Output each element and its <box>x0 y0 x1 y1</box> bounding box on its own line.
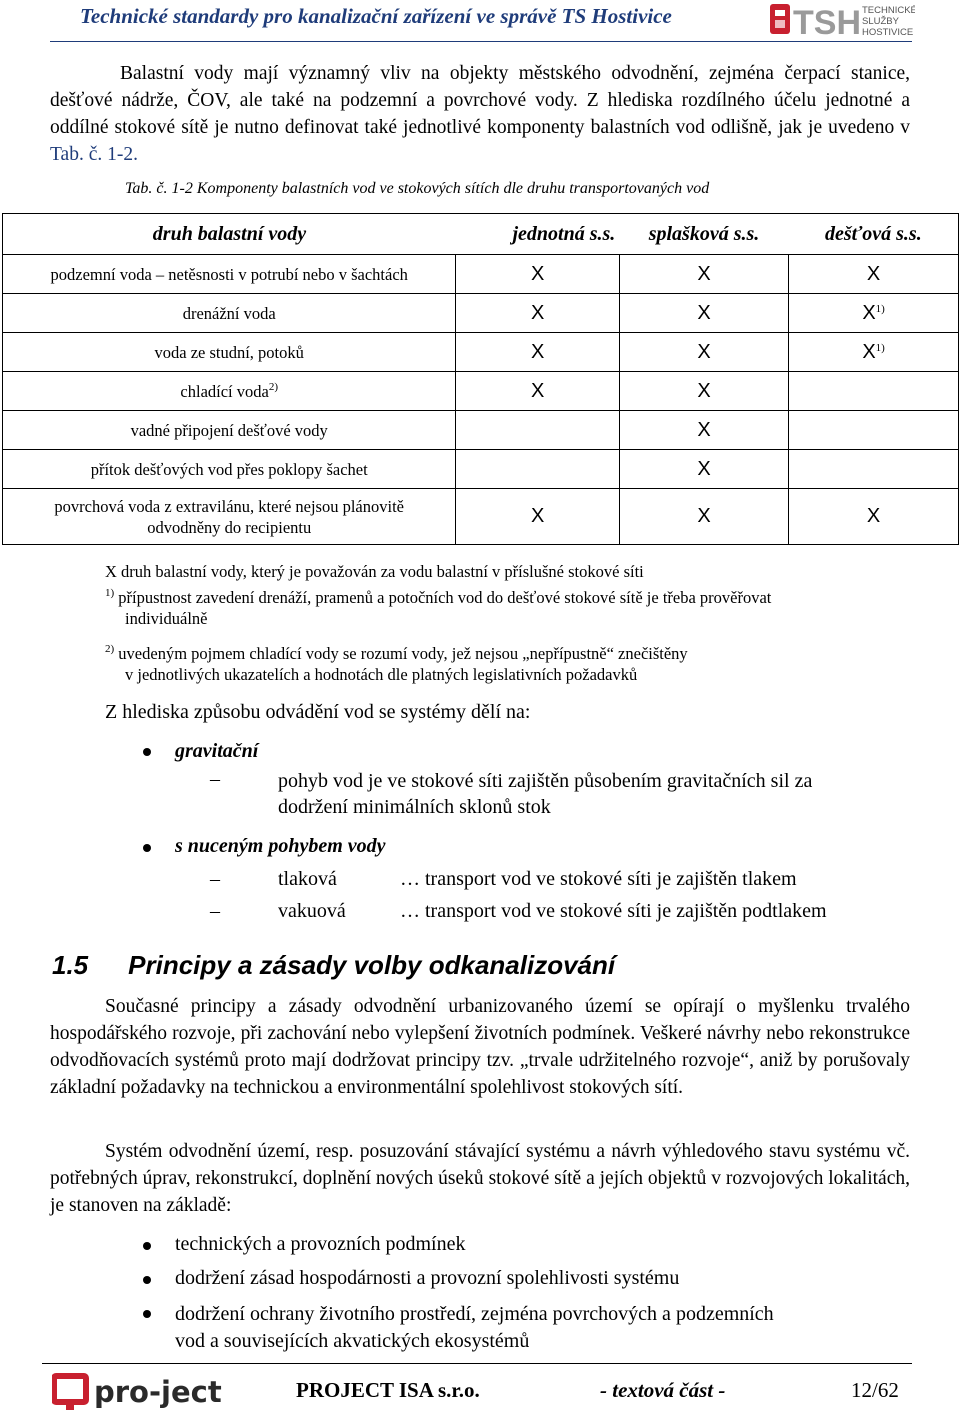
list-item: dodržení zásad hospodárnosti a provozní spolehlivosti systému <box>175 1267 680 1289</box>
forced-title: s nuceným pohybem vody <box>175 835 386 857</box>
cell-combined: X <box>456 372 619 411</box>
cell-sanitary: X <box>619 255 788 294</box>
cell-combined: X <box>456 333 619 372</box>
table-row <box>3 294 959 333</box>
table-row <box>3 255 959 294</box>
cell-storm: X <box>789 255 959 294</box>
intro-paragraph: Balastní vody mají významný vliv na objekty městského odvodnění, zejména čerpací stanice, dešťové nádrže, ČOV, ale také na podzemní a povrchové vody. Z hlediska rozdílného účelu jednotné a oddílné stokové sítě je nutno definovat také jednotlivé komponenty balastních vod odlišně, jak je uvedeno v Tab. č. 1-2. <box>50 63 910 165</box>
cell-storm <box>789 372 959 411</box>
section-paragraph-2: Systém odvodnění území, resp. posuzování stávající systému a návrh výhledového stavu systému vč. potřebných úprav, rekonstrukcí, doplnění nových úseků stokové sítě a jejích objektů v rozvojových lokalitách, je stanoven na základě: <box>50 1141 910 1216</box>
gravity-title: gravitační <box>175 740 259 762</box>
section-heading: 1.5 Principy a zásady volby odkanalizování <box>52 950 616 980</box>
cell-combined: X <box>456 489 619 545</box>
table-row <box>3 372 959 411</box>
project-logo-text: pro-ject <box>94 1375 222 1409</box>
footer-company: PROJECT ISA s.r.o. <box>296 1378 480 1402</box>
cell-storm <box>789 450 959 489</box>
table-header-row <box>3 214 959 255</box>
document-header-title: Technické standardy pro kanalizační zařízení ve správě TS Hostivice <box>80 4 672 28</box>
cell-sanitary: X <box>619 333 788 372</box>
table-reference-link[interactable]: Tab. č. 1-2. <box>50 144 138 165</box>
svg-text:HOSTIVICE: HOSTIVICE <box>862 27 914 38</box>
section-paragraph-1: Současné principy a zásady odvodnění urbanizovaného území se opírají o myšlenku trvalého hospodářského rozvoje, při zachování nebo vylepšení životních podmínek. Veškeré návrhy nebo rekonstrukce odvodňovacích systémů proto mají dodržovat principy tzv. „trvale udržitelného rozvoje“, aniž by porušovaly základní požadavky na technickou a environmentální spolehlivost stokových sítí. <box>50 996 910 1098</box>
table-row <box>3 450 959 489</box>
row-label: podzemní voda – netěsnosti v potrubí nebo v šachtách <box>3 255 456 294</box>
table-row <box>3 333 959 372</box>
vacuum-label: vakuová <box>278 900 346 922</box>
list-item: technických a provozních podmínek <box>175 1233 466 1255</box>
cell-storm <box>789 411 959 450</box>
note-x: X druh balastní vody, který je považován za vodu balastní v příslušné stokové síti <box>105 562 644 581</box>
cell-storm: $X^{1)}$ <box>789 333 959 372</box>
pressure-text: … transport vod ve stokové síti je zajištěn tlakem <box>400 868 797 890</box>
bullet-dot-icon <box>143 748 151 756</box>
cell-combined <box>456 450 619 489</box>
pressure-dash: – <box>210 868 220 890</box>
table-caption: Tab. č. 1-2 Komponenty balastních vod ve stokových sítích dle druhu transportovaných vod <box>125 180 710 197</box>
header-cell-sanitary: splašková s.s. <box>648 222 760 245</box>
cell-sanitary: X <box>619 294 788 333</box>
page-number: 12/62 <box>851 1378 899 1402</box>
footer-rule <box>42 1363 912 1364</box>
bullet-dot-icon <box>143 1276 151 1284</box>
pressure-label: tlaková <box>278 868 337 890</box>
row-label: povrchová voda z extravilánu, které nejsou plánovitě odvodněny do recipientu <box>3 489 456 545</box>
vacuum-text: … transport vod ve stokové síti je zajištěn podtlakem <box>400 900 827 922</box>
project-logo <box>52 1372 267 1412</box>
gravity-description: pohyb vod je ve stokové síti zajištěn působením gravitačních sil za dodržení minimálních sklonů stok <box>278 770 813 818</box>
ballast-water-table <box>2 213 959 545</box>
row-label: drenážní voda <box>3 294 456 333</box>
cell-storm: X <box>789 489 959 545</box>
header-cell-type: druh balastní vody <box>152 222 307 245</box>
bullet-dot-icon <box>143 1310 151 1318</box>
gravity-dash: – <box>210 768 220 790</box>
row-label: voda ze studní, potoků <box>3 333 456 372</box>
row-label: přítok dešťových vod přes poklopy šachet <box>3 450 456 489</box>
header-rule <box>50 41 912 42</box>
header-cell-combined: jednotná s.s. <box>512 222 616 245</box>
header-cell-storm: dešťová s.s. <box>824 222 922 245</box>
cell-storm: $X^{1)}$ <box>789 294 959 333</box>
table-row <box>3 411 959 450</box>
svg-text:SLUŽBY: SLUŽBY <box>862 16 899 27</box>
cell-sanitary: X <box>619 411 788 450</box>
svg-text:TECHNICKÉ: TECHNICKÉ <box>862 5 915 16</box>
cell-combined: X <box>456 255 619 294</box>
list-item: dodržení ochrany životního prostředí, zejména povrchových a podzemních vod a souvisejících akvatických ekosystémů <box>175 1303 774 1352</box>
footer-part: - textová část - <box>600 1378 726 1402</box>
tsh-logo <box>770 2 915 40</box>
row-label: chladící voda$^{2)}$ <box>3 372 456 411</box>
cell-sanitary: X <box>619 372 788 411</box>
bullet-dot-icon <box>143 1242 151 1250</box>
note-1: $^{1)}$ přípustnost zavedení drenáží, pramenů a potočních vod do dešťové stokové sítě je třeba prověřovat individuálně <box>105 587 772 628</box>
vacuum-dash: – <box>210 900 220 922</box>
tsh-logo-text: TSH <box>793 4 861 40</box>
table-row <box>3 489 959 545</box>
cell-sanitary: X <box>619 489 788 545</box>
cell-sanitary: X <box>619 450 788 489</box>
bullet-dot-icon <box>143 844 151 852</box>
row-label: vadné připojení dešťové vody <box>3 411 456 450</box>
note-2: $^{2)}$ uvedeným pojmem chladící vody se rozumí vody, jež nejsou „nepřípustně“ znečištěny v jednotlivých ukazatelích a hodnotách dle platných legislativních požadavků <box>105 643 688 684</box>
cell-combined: X <box>456 294 619 333</box>
systems-intro: Z hlediska způsobu odvádění vod se systémy dělí na: <box>105 701 531 723</box>
cell-combined <box>456 411 619 450</box>
